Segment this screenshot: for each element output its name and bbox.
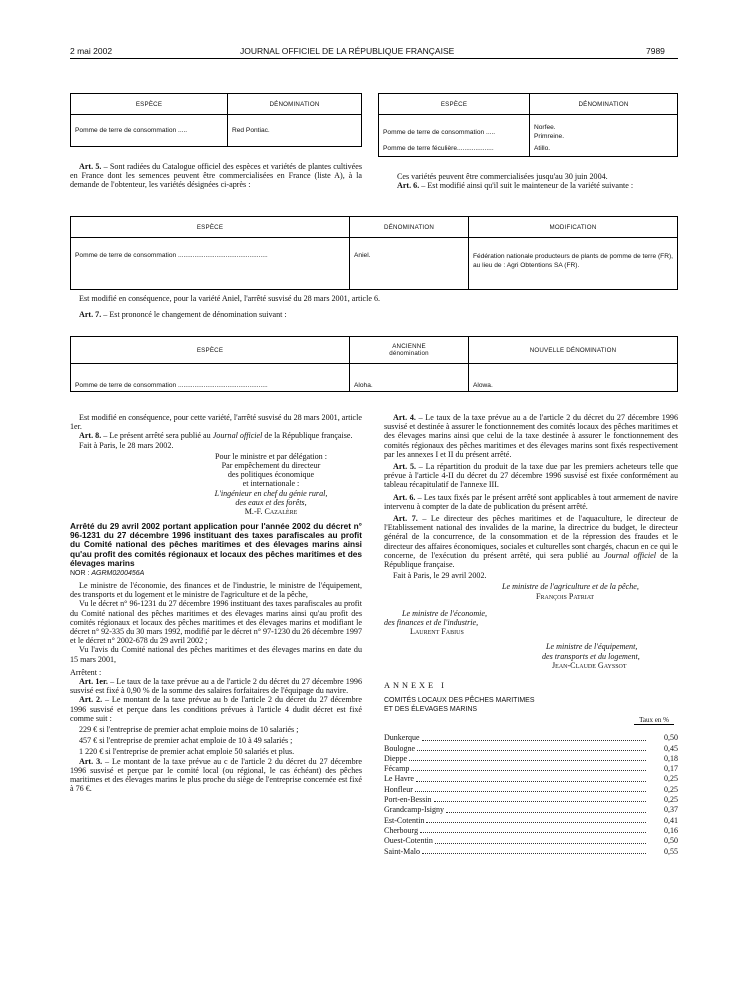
leader-dots [435,836,646,843]
rate-value: 0,41 [664,815,678,825]
article-label: Art. 8. [79,431,102,441]
mid-text [70,294,678,319]
signature-title: des transports et du logement, [542,651,640,661]
rate-value: 0,55 [664,846,678,856]
rate-row [384,764,678,774]
article-text: – Est prononcé le changement de dénomination suivant : [101,310,287,320]
table-varieties-commercialisable [378,93,678,157]
rate-row [384,785,678,795]
annexe-title: ET DES ÉLEVAGES MARINS [384,705,478,713]
leader-dots [416,774,646,781]
rate-row [384,816,678,826]
leader-dots [417,744,646,751]
committee-name: Fécamp [384,764,410,774]
table-cell-modification: Fédération nationale producteurs de plants de pomme de terre (FR), au lieu de : Agri Obtentions SA (FR). [469,238,678,290]
signature-title: Le ministre de l'équipement, [546,642,638,652]
table-cell-old-name: Aloha. [350,364,469,392]
rate-row [384,795,678,805]
committee-name: Dieppe [384,753,408,763]
rate-header-label: Taux en % [634,716,674,725]
article-5-varieties [70,162,362,190]
table-header-espece: ESPÈCE [71,217,350,238]
committee-name: Grandcamp-Isigny [384,805,444,815]
rate-value: 0,37 [664,805,678,815]
leader-dots [411,764,646,771]
rate-value: 0,25 [664,784,678,794]
variety-name: Primreine. [534,133,565,140]
rate-value: 0,50 [664,733,678,743]
leader-dots [422,847,646,854]
nor-code: AGRM0200456A [91,569,145,577]
table-cell-names [530,115,678,144]
annexe-title: COMITÉS LOCAUX DES PÊCHES MARITIMES [384,697,535,705]
article-label: Art. 6. [393,492,416,502]
variety-name: Norfee. [534,124,556,131]
article-text: – La répartition du produit de la taxe due par les premiers acheteurs telle que prévue à l'article 4-II du décret du 27 décembre 1996 susvisé est fixée conformément au tableau récapitulatif de l'annexe III. [384,462,678,490]
paragraph: Vu l'avis du Comité national des pêches maritimes et des élevages marins en date du 15 mars 2001, [70,645,362,664]
table-cell-species: Pomme de terre de consommation ................................................. [71,238,350,290]
signatory-name: Laurent Fabius [410,627,464,637]
commercialisation-date: Ces variétés peuvent être commercialisées jusqu'au 30 juin 2004. [397,172,608,181]
header-line: dénomination [389,350,429,357]
article-label: Art. 7. [393,514,418,524]
article-label: Art. 5. [79,162,102,171]
table-header-modification: MODIFICATION [469,217,678,238]
paragraph: Le ministre de l'économie, des finances et de l'industrie, le ministre de l'équipement, des transports et du logement et le ministre de l'agriculture et de la pêche, [70,580,362,600]
article-text: – Les taux fixés par le présent arrêté sont applicables à tout armement de navire intervenu à compter de la date de publication du présent arrêté. [384,492,678,511]
rate-row [384,744,678,754]
table-cell-species: Pomme de terre de consommation ................................................. [71,364,350,392]
left-column [70,413,362,793]
rate-value: 0,18 [664,753,678,763]
right-top-text [388,172,678,190]
table-header-denomination: DÉNOMINATION [530,94,678,115]
signatory-name: Jean-Claude Gayssot [552,660,627,670]
right-column [384,413,678,857]
table-cell-species: Pomme de terre de consommation ..... [379,115,530,144]
committee-name: Port-en-Bessin [384,795,432,805]
signatory-name: François Patriat [536,591,595,601]
fait-a-paris: Fait à Paris, le 28 mars 2002. [79,440,174,450]
article-text: de la République française. [262,431,353,441]
leader-dots [422,733,646,740]
rate-row [384,774,678,784]
table-cell-new-name: Alowa. [469,364,678,392]
article-text: – Le taux de la taxe prévue au a de l'article 2 du décret du 27 décembre 1996 susvisé et destinée à assurer le fonctionnement des comités locaux des pêches maritimes et des élevages marins ainsi que celui de la taxe destinée à assurer le fonctionnement des comités régionaux des pêches maritimes et des élevages marins sont fixés respectivement par les annexes I et II du présent arrêté. [384,413,678,459]
paragraph: Est modifié en conséquence, pour cette variété, l'arrêté susvisé du 28 mars 2001, article 1er. [70,413,362,432]
table-cell-species: Pomme de terre féculière.................... [379,143,530,157]
table-header-espece: ESPÈCE [71,337,350,364]
rate-row [384,826,678,836]
leader-dots [446,805,646,812]
rate-value: 0,25 [664,795,678,805]
table-maintainer-change [70,216,678,290]
table-header-espece: ESPÈCE [71,94,228,115]
journal-name: Journal officiel [604,550,656,560]
rate-header [384,716,678,725]
article-text: – Le montant de la taxe prévue au b de l'article 2 du décret du 27 décembre 1996 susvisé et perçue dans les conditions prévues à l'article 4 dudit décret est fixé comme suit : [70,695,362,723]
fait-a-paris: Fait à Paris, le 29 avril 2002. [393,571,487,581]
committee-name: Honfleur [384,784,413,794]
committee-name: Boulogne [384,743,416,753]
signature-line: des politiques économique [227,470,315,480]
leader-dots [426,816,646,823]
table-cell-name: Red Pontiac. [228,115,362,147]
signature-line: des eaux et des forêts, [235,497,307,507]
signatory-name: M.-F. Cazalère [244,507,298,517]
committee-name: Le Havre [384,774,414,784]
article-label: Art. 3. [79,756,103,766]
paragraph: 1 220 € si l'entreprise de premier achat emploie 50 salariés et plus. [79,747,295,757]
rates-list [384,733,678,857]
nor-label: NOR : [70,569,92,577]
arretent: Arrêtent : [70,667,102,677]
header-rule [70,58,678,59]
rate-row [384,836,678,846]
rate-value: 0,45 [664,743,678,753]
committee-name: Est-Cotentin [384,815,425,825]
rate-value: 0,25 [664,774,678,784]
article-label: Art. 1er. [79,676,108,686]
article-text: – Le taux de la taxe prévue au a de l'article 2 du décret du 27 décembre 1996 susvisé est fixé à 0,90 % de la somme des salaires forfaitaires de l'équipage du navire. [70,676,362,696]
table-header-denomination: DÉNOMINATION [350,217,469,238]
nor-reference [70,569,362,578]
table-cell-species: Pomme de terre de consommation ..... [71,115,228,147]
paragraph: 457 € si l'entreprise de premier achat emploie de 10 à 49 salariés ; [79,736,293,746]
table-header-espece: ESPÈCE [379,94,530,115]
table-header-denomination: DÉNOMINATION [228,94,362,115]
table-header-new-name: NOUVELLE DÉNOMINATION [469,337,678,364]
header-page-number: 7989 [646,46,665,56]
table-header-old-name [350,337,469,364]
leader-dots [415,785,646,792]
header-journal-title: JOURNAL OFFICIEL DE LA RÉPUBLIQUE FRANÇAISE [240,46,455,56]
signature-line: Pour le ministre et par délégation : [215,451,327,461]
signature-block [180,452,362,516]
signatures [384,582,678,670]
article-text: de la République française. [384,550,678,570]
signature-title: Le ministre de l'économie, [402,608,488,618]
rate-value: 0,50 [664,836,678,846]
journal-name: Journal officiel [212,431,263,441]
article-text: – Le directeur des pêches maritimes et de l'aquaculture, le directeur de l'Etablissement national des invalides de la marine, la directrice du budget, le directeur général de la concurrence, de la consommation et de la répression des fraudes et le directeur des affaires économiques, sociales et culturelles sont chargés, chacun en ce qui le concerne, de l'exécution du présent arrêté, qui sera publié au [384,514,678,560]
signature-title: Le ministre de l'agriculture et de la pêche, [502,582,639,592]
article-label: Art. 6. [397,181,420,191]
rate-row [384,733,678,743]
article-text: – Sont radiées du Catalogue officiel des espèces et variétés de plantes cultivées en France dont les semences peuvent être commercialisées en France (liste A), à la demande de l'obtenteur, les variétés désignées ci-après : [70,162,363,190]
header-date: 2 mai 2002 [70,46,113,56]
paragraph: Vu le décret n° 96-1231 du 27 décembre 1996 instituant des taxes parafiscales au profit du Comité national des pêches maritimes et des élevages marins ainsi qu'au profit des comités régionaux et locaux des pêches maritimes et des élevages marins et modifiant le décret n° 92-335 du 30 mars 1992, modifié par le décret n° 97-1230 du 26 décembre 1997 et le décret n° 2002-678 du 29 avril 2002 ; [70,599,362,646]
decree-title: Arrêté du 29 avril 2002 portant application pour l'année 2002 du décret n° 96-1231 du 27 décembre 1996 instituant des taxes parafiscales au profit du Comité national des pêches maritimes et des élevages marins ainsi qu'au profit des comités régionaux et locaux des pêches maritimes et des élevages marins [70,521,362,568]
leader-dots [420,826,646,833]
table-cell-name: Aniel. [350,238,469,290]
leader-dots [409,754,646,761]
signature-line: L'ingénieur en chef du génie rural, [214,488,328,498]
article-text: – Est modifié ainsi qu'il suit le mainteneur de la variété suivante : [419,181,634,191]
leader-dots [434,795,646,802]
article-label: Art. 5. [393,462,417,472]
modification-note: Est modifié en conséquence, pour la variété Aniel, l'arrêté susvisé du 28 mars 2001, article 6. [79,294,381,303]
paragraph: 229 € si l'entreprise de premier achat emploie moins de 10 salariés ; [79,724,299,734]
table-cell-name: Atillo. [530,143,678,157]
rate-row [384,847,678,857]
signature-line: et internationale : [242,479,300,489]
committee-name: Ouest-Cotentin [384,836,433,846]
committee-name: Cherbourg [384,825,419,835]
article-text: – Le montant de la taxe prévue au c de l'article 2 du décret du 27 décembre 1996 susvisé et perçue par le comité local (ou régional, le cas échéant) des pêches maritimes et des élevages marins le plus proche du siège de l'entreprise concernée est fixé à 76 €. [70,756,362,794]
rate-row [384,805,678,815]
committee-name: Dunkerque [384,733,420,743]
annexe-heading: ANNEXE I [384,681,447,691]
article-label: Art. 4. [393,413,416,422]
header-line: ANCIENNE [392,343,426,350]
rate-value: 0,17 [664,764,678,774]
article-label: Art. 2. [79,695,103,705]
rate-row [384,754,678,764]
table-name-change [70,336,678,392]
article-text: – Le présent arrêté sera publié au [101,431,213,441]
rate-value: 0,16 [664,825,678,835]
committee-name: Saint-Malo [384,846,420,856]
signature-title: des finances et de l'industrie, [384,618,479,628]
signature-line: Par empêchement du directeur [221,461,321,471]
article-label: Art. 7. [79,310,102,320]
table-varieties-removed [70,93,362,147]
